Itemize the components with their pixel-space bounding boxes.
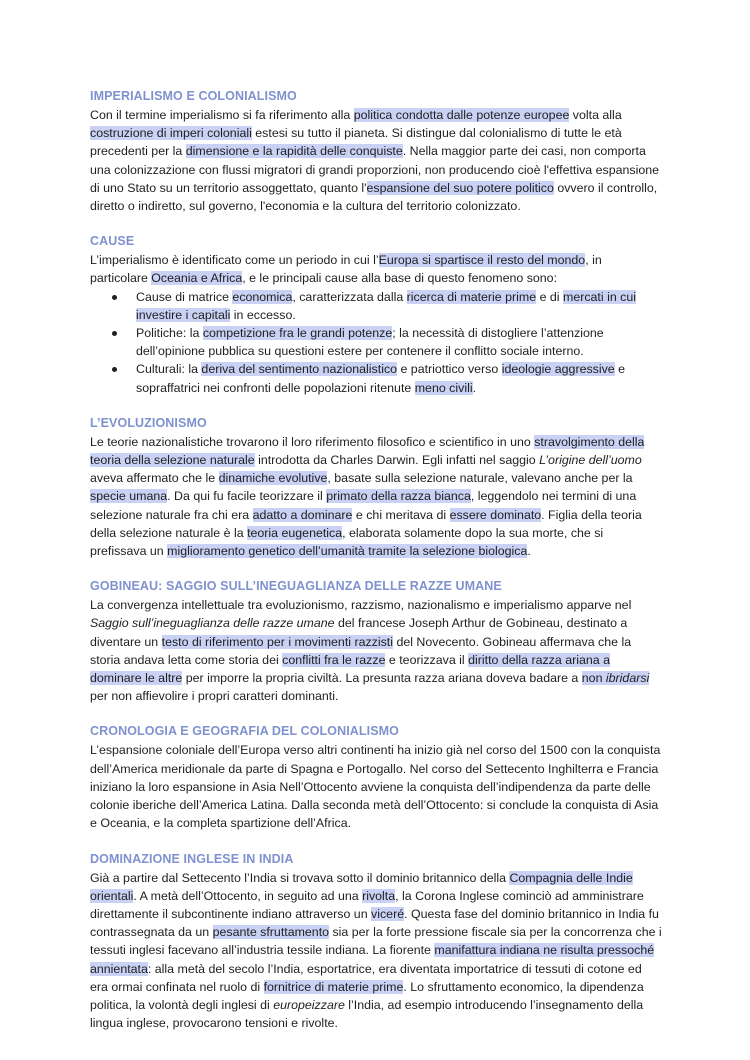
italic-text: Saggio sull’ineguaglianza delle razze umane xyxy=(90,616,335,631)
highlighted-text: primato della razza bianca xyxy=(326,489,471,504)
highlighted-text: dimensione e la rapidità delle conquiste xyxy=(185,144,403,159)
highlighted-text: miglioramento genetico dell’umanità tramite la selezione biologica xyxy=(167,544,528,559)
highlighted-text: deriva del sentimento nazionalistico xyxy=(201,362,398,377)
text-run: . xyxy=(472,380,477,395)
highlighted-text: Compagnia delle Indie orientali xyxy=(90,870,633,903)
text-run: e di xyxy=(536,289,563,304)
text-run: per imporre la propria civiltà. La presunta razza ariana doveva badare a xyxy=(182,671,582,686)
text-run: , la Corona Inglese cominciò ad amministrare direttamente il subcontinente indiano attraverso un xyxy=(90,888,644,921)
italic-text: europeizzare xyxy=(273,997,345,1012)
section-paragraph xyxy=(90,596,662,705)
text-run: volta alla xyxy=(569,108,622,122)
highlighted-text: stravolgimento della teoria della selezione naturale xyxy=(90,434,645,468)
highlighted-text: espansione del suo potere politico xyxy=(366,180,554,195)
highlighted-text: meno civili xyxy=(414,380,473,395)
highlighted-text: ibridarsi xyxy=(605,671,650,686)
section-paragraph xyxy=(90,251,662,287)
highlighted-text: rivolta xyxy=(362,888,396,903)
text-run: , e le principali cause alla base di questo fenomeno sono: xyxy=(242,271,558,286)
highlighted-text: essere dominato xyxy=(449,507,542,522)
highlighted-text: diritto della razza ariana a dominare le altre xyxy=(90,652,610,686)
text-run: ovvero il controllo, diretto o indiretto, sul governo, l'economia e la cultura del territorio colonizzato. xyxy=(90,180,658,214)
italic-text: L’origine dell’uomo xyxy=(539,453,642,468)
section-heading: DOMINAZIONE INGLESE IN INDIA xyxy=(90,851,294,866)
text-run: L’imperialismo è identificato come un periodo in cui l’ xyxy=(90,253,379,268)
text-run: , caratterizzata dalla xyxy=(292,289,407,304)
text-run: e patriottico verso xyxy=(397,362,502,377)
text-run: sia per la forte pressione fiscale sia per la concorrenza che i tessuti inglesi facevano all’industria tessile indiana. La fiorente xyxy=(90,925,662,958)
section-evoluzionismo xyxy=(90,415,662,560)
highlighted-text: competizione fra le grandi potenze xyxy=(202,326,393,341)
text-run: Politiche: la xyxy=(136,326,203,341)
text-run: per non affievolire i propri caratteri dominanti. xyxy=(90,689,339,704)
text-run: del francese Joseph Arthur de Gobineau, destinato a diventare un xyxy=(90,616,628,649)
text-run: Già a partire dal Settecento l’India si trovava sotto il dominio britannico della xyxy=(90,870,510,885)
highlighted-text: adatto a dominare xyxy=(252,507,353,522)
highlighted-text: teoria eugenetica xyxy=(247,525,343,540)
highlighted-text: Oceania e Africa xyxy=(151,271,243,286)
text-run: La convergenza intellettuale tra evoluzionismo, razzismo, nazionalismo e imperialismo apparve nel xyxy=(90,598,632,613)
highlighted-text: mercati in cui investire i capitali xyxy=(136,289,636,322)
section-gobineau xyxy=(90,578,662,705)
text-run: , leggendolo nei termini di una selezione naturale fra chi era xyxy=(90,489,637,522)
highlighted-text: viceré xyxy=(371,906,405,921)
highlighted-text: fornitrice di materie prime xyxy=(263,979,404,994)
section-heading: IMPERIALISMO E COLONIALISMO xyxy=(90,89,297,103)
section-heading: L’EVOLUZIONISMO xyxy=(90,415,207,430)
text-run: , basate sulla selezione naturale, valevano anche per la xyxy=(327,471,633,486)
text-run: . Lo sfruttamento economico, la dipendenza politica, la volontà degli inglesi di xyxy=(90,979,644,1012)
section-paragraph xyxy=(90,106,662,215)
section-cronologia xyxy=(90,723,662,832)
text-run: del Novecento. Gobineau affermava che la storia andava letta come storia dei xyxy=(90,634,632,667)
section-paragraph xyxy=(90,869,662,1033)
list-item xyxy=(136,360,662,396)
text-run: e sopraffatrici nei confronti delle popolazioni ritenute xyxy=(136,362,626,395)
text-run: . Da qui fu facile teorizzare il xyxy=(167,489,327,504)
text-run: e teorizzava il xyxy=(385,652,469,667)
text-run: ; la necessità di distogliere l’attenzione dell’opinione pubblica su questioni estere per contenere il conflitto sociale interno. xyxy=(136,326,604,359)
text-run: L’espansione coloniale dell’Europa verso altri continenti ha inizio già nel corso del 1500 con la conquista dell’America meridionale da parte di Spagna e Portogallo. Nel corso del Settecento Inghilterra e Francia iniziano la loro espansione in Asia Nell’Ottocento avviene la conquista dell’indipendenza da parte delle colonie iberiche dell’America Latina. Dalla seconda metà dell’Ottocento: si conclude la conquista di Asia e Oceania, e la completa spartizione dell’Africa. xyxy=(90,743,661,831)
highlighted-text: testo di riferimento per i movimenti razzisti xyxy=(161,634,394,649)
highlighted-text: dinamiche evolutive xyxy=(218,471,328,486)
text-run: Con il termine imperialismo si fa riferimento alla xyxy=(90,108,354,122)
section-heading: CAUSE xyxy=(90,234,135,249)
section-cause xyxy=(90,233,662,397)
highlighted-text: Europa si spartisce il resto del mondo xyxy=(378,253,586,268)
text-run: l’India, ad esempio introducendo l’insegnamento della lingua inglese, provocarono tensioni e rivolte. xyxy=(90,997,644,1031)
text-run: . Nella maggior parte dei casi, non comporta una colonizzazione con flussi migratori di grandi proporzioni, non producendo cioè l'effettiva espansione di uno Stato su un territorio assoggettato, quanto l' xyxy=(90,144,660,195)
text-run: introdotta da Charles Darwin. Egli infatti nel saggio xyxy=(254,453,540,468)
text-run: . xyxy=(527,544,531,559)
section-heading: CRONOLOGIA E GEOGRAFIA DEL COLONIALISMO xyxy=(90,724,399,739)
list-item xyxy=(136,288,662,324)
text-run: , in particolare xyxy=(90,253,602,286)
section-imperialismo xyxy=(90,88,662,215)
highlighted-text: non xyxy=(581,671,606,686)
highlighted-text: manifattura indiana ne risulta pressoché annientata xyxy=(90,943,655,976)
text-run: Le teorie nazionalistiche trovarono il loro riferimento filosofico e scientifico in uno xyxy=(90,434,535,449)
section-heading: GOBINEAU: SAGGIO SULL’INEGUAGLIANZA DELLE RAZZE UMANE xyxy=(90,579,502,594)
highlighted-text: ricerca di materie prime xyxy=(406,289,537,304)
text-run: : alla metà del secolo l’India, esportatrice, era diventata importatrice di tessuti di cotone ed era ormai confinata nel ruolo di xyxy=(90,961,642,994)
text-run: . A metà dell’Ottocento, in seguito ad una xyxy=(133,888,363,903)
highlighted-text: politica condotta dalle potenze europee xyxy=(353,108,570,122)
text-run: aveva affermato che le xyxy=(90,471,219,486)
text-run: Cause di matrice xyxy=(136,289,233,304)
section-paragraph xyxy=(90,741,662,832)
text-run: in eccesso. xyxy=(230,307,296,322)
text-run: . Questa fase del dominio britannico in India fu contrassegnata da un xyxy=(90,906,659,940)
text-run: estesi su tutto il pianeta. Si distingue dal colonialismo di tutte le età precedenti per la xyxy=(90,126,622,159)
highlighted-text: specie umana xyxy=(90,489,168,504)
highlighted-text: economica xyxy=(232,289,293,304)
text-run: , elaborata solamente dopo la sua morte, che si prefissava un xyxy=(90,525,604,559)
highlighted-text: costruzione di imperi coloniali xyxy=(90,126,252,141)
highlighted-text: pesante sfruttamento xyxy=(212,925,330,940)
highlighted-text: conflitti fra le razze xyxy=(282,652,386,667)
text-run: Culturali: la xyxy=(136,362,202,377)
list-item xyxy=(136,324,662,360)
cause-list xyxy=(90,288,662,397)
section-india xyxy=(90,851,662,1033)
text-run: . Figlia della teoria della selezione naturale è la xyxy=(90,507,642,540)
section-paragraph xyxy=(90,433,662,560)
text-run: e chi meritava di xyxy=(352,507,450,522)
highlighted-text: ideologie aggressive xyxy=(501,362,615,377)
